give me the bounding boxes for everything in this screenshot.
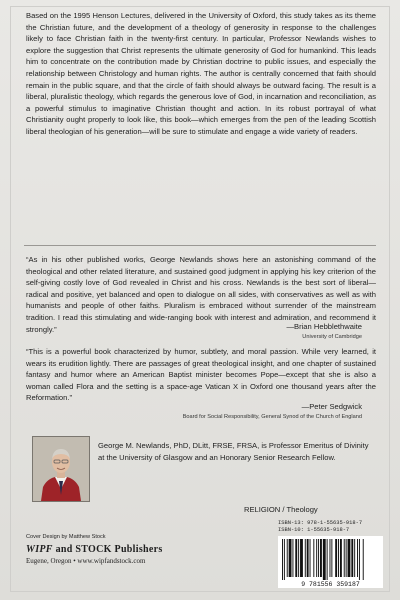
barcode-bar	[359, 539, 360, 580]
publisher-location: Eugene, Oregon • www.wipfandstock.com	[26, 557, 146, 565]
barcode-number: 9 781556 359187	[301, 581, 360, 588]
barcode-bar	[354, 539, 355, 577]
barcode-bar	[327, 539, 328, 580]
publisher-logo	[26, 544, 163, 555]
quote-text: “This is a powerful book characterized by humor, subtlety, and moral passion. While very learned, it wears its erudition lightly. There are passages of great theological insight, and one chapter of sustained fantasy and humor where an American Baptist minister becomes Pope—except that she is also a woman called Flora and the setting is a space-age Vatican X in Oxford one thousand years after the Reformation.”	[26, 347, 376, 403]
barcode-bar	[284, 539, 285, 580]
endorsement-quote-2	[26, 346, 376, 404]
barcode-bar	[363, 539, 364, 580]
barcode-bar	[282, 539, 283, 580]
barcode-bar	[318, 539, 319, 577]
barcode-bar	[331, 539, 332, 577]
endorser-name: —Peter Sedgwick	[301, 402, 362, 411]
book-description: Based on the 1995 Henson Lectures, delivered in the University of Oxford, this study takes as its theme the Christian future, and the development of a theology of generosity in response to the challenges likely to face Christian faith in the twenty-first century. In particular, Professor Newlands wishes to explore the suggestion that Christ represents the ultimate generosity of God for humankind. This leads him to concentrate on the contribution made by Christian doctrine to public issues, and especially the relationship between Christology and human rights. The author is centrally concerned that faith should remain in the public square, and that the circle of faith should always be outward facing. The result is a liberal, pluralistic theology, which regards the generous love of God, in incarnation and reconciliation, as a powerful stimulus to imaginative Christian thought and action. In its robust portrayal of what Christianity ought properly to look like, this book—which emerges from the pen of the leading Scottish liberal theologian of his generation—will be sure to stimulate and engage a wide variety of readers.	[26, 11, 376, 136]
barcode-bar	[351, 539, 353, 577]
barcode-bar	[300, 539, 303, 577]
barcode-bar	[335, 539, 337, 577]
barcode-bar	[298, 539, 299, 577]
barcode-bar	[313, 539, 314, 577]
endorser-affiliation: Board for Social Responsibility, General Synod of the Church of England	[182, 414, 362, 420]
barcode-bar	[305, 539, 306, 577]
barcode-bar	[310, 539, 311, 577]
category-label: RELIGION / Theology	[244, 505, 318, 514]
barcode-bar	[287, 539, 288, 577]
barcode-bar	[330, 539, 331, 577]
endorsement-attribution-1	[286, 322, 362, 342]
endorsement-attribution-2	[183, 402, 362, 422]
author-photo	[32, 436, 90, 502]
isbn-block	[278, 520, 383, 593]
barcode-bar	[344, 539, 345, 577]
divider	[24, 245, 376, 246]
author-bio: George M. Newlands, PhD, DLitt, FRSE, FRSA, is Professor Emeritus of Divinity at the University of Glasgow and an Honorary Senior Research Fellow.	[98, 441, 369, 462]
barcode-bar	[338, 539, 339, 577]
cover-design-credit: Cover Design by Matthew Stock	[26, 534, 106, 540]
isbn-10: ISBN-10: 1-55635-918-7	[278, 527, 350, 533]
quote-text: “As in his other published works, George Newlands shows here an astonishing command of the theological and other related literature, and sustained good judgment in applying his key criterion of the self-giving costly love of God revealed in Christ and his cross. Newlands is the best sort of liberal—radical and positive, yet balanced and open to dialogue on all sides, with conservatives as well as with humanists and people of other faiths. Pluralism is embraced without surrender of the mainstream tradition. I read this stimulating and wide-ranging book with interest and admiration, and recommend it strongly.”	[26, 255, 376, 334]
barcode-bar	[292, 539, 293, 577]
barcode-bar	[348, 539, 351, 577]
barcode-bar	[295, 539, 297, 577]
publisher-name-italic: WIPF	[26, 544, 53, 555]
isbn-13: ISBN-13: 978-1-55635-918-7	[278, 520, 363, 526]
endorser-name: —Brian Hebblethwaite	[286, 322, 362, 331]
barcode-bar	[307, 539, 309, 577]
barcode-bar	[289, 539, 292, 577]
publisher-name-rest: and STOCK Publishers	[55, 544, 163, 555]
barcode-bar	[316, 539, 317, 577]
endorser-affiliation: University of Cambridge	[302, 334, 362, 340]
barcode-bar	[340, 539, 342, 577]
author-portrait-image	[33, 437, 89, 501]
barcode-bar	[323, 539, 326, 580]
barcode-bar	[357, 539, 358, 577]
barcode-bar	[346, 539, 347, 577]
barcode	[278, 536, 383, 588]
barcode-bar	[320, 539, 322, 577]
